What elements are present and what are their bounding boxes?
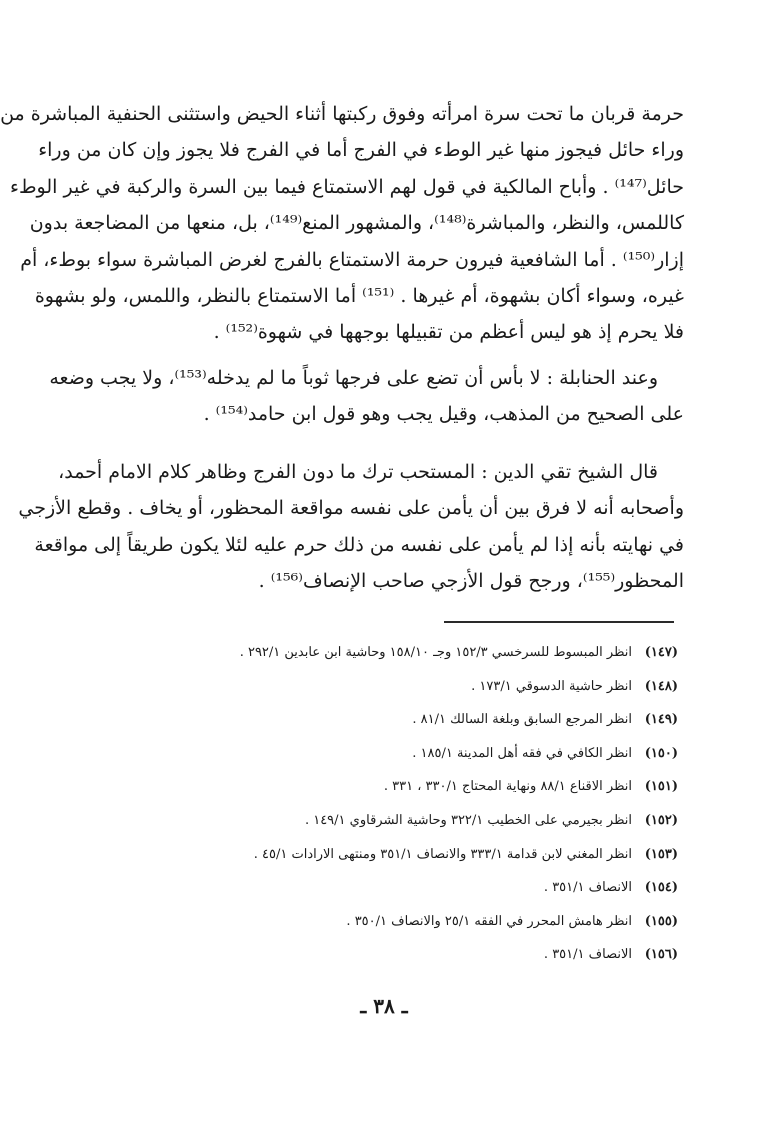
text-line: وعند الحنابلة : لا بأس أن تضع على فرجها ثوباً ما لم يدخله⁽¹⁵³⁾، ولا يجب وضعه [49, 367, 658, 389]
footnote-text: انظر الكافي في فقه أهل المدينة ١٨٥/١ . [412, 745, 632, 761]
footnote-number: (١٥٢) [644, 812, 678, 828]
footnotes-list [118, 636, 678, 972]
footnote-number: (١٥٦) [644, 947, 678, 963]
footnote-151 [118, 770, 678, 804]
paragraph-hanbali-view [49, 360, 684, 433]
text-line: وأصحابه أنه لا فرق بين أن يأمن على نفسه مواقعة المحظور، أو يخاف . وقطع الأزجي [18, 497, 684, 520]
footnote-149 [118, 703, 678, 737]
footnote-number: (١٤٩) [644, 712, 678, 728]
footnote-156 [118, 938, 678, 972]
footnote-number: (١٥١) [644, 779, 678, 795]
text-line: وراء حائل فيجوز منها غير الوطء في الفرج أما في الفرج فلا يجوز وإن كان من وراء [38, 139, 684, 162]
footnote-number: (١٥٣) [644, 846, 678, 862]
text-line: على الصحيح من المذهب، وقيل يجب وهو قول ابن حامد⁽¹⁵⁴⁾ . [203, 403, 684, 426]
text-line: حائل⁽¹⁴⁷⁾ . وأباح المالكية في قول لهم الاستمتاع فيما بين السرة والركبة في غير الوطء [10, 175, 684, 198]
paragraph-taqi-al-din [18, 454, 684, 600]
footnote-number: (١٥٥) [644, 913, 678, 929]
footnote-text: انظر بجيرمي على الخطيب ٣٢٢/١ وحاشية الشرقاوي ١٤٩/١ . [304, 812, 632, 828]
page-number: ـ ٣٨ ـ [360, 994, 408, 1018]
text-line: كاللمس، والنظر، والمباشرة⁽¹⁴⁸⁾، والمشهور المنع⁽¹⁴⁹⁾، بل، منعها من المضاجعة بدون [29, 212, 684, 235]
footnote-text: الانصاف ٣٥١/١ . [543, 947, 632, 963]
footnote-152 [118, 804, 678, 838]
text-line: قال الشيخ تقي الدين : المستحب ترك ما دون الفرج وظاهر كلام الامام أحمد، [58, 461, 658, 483]
footnote-number: (١٥٤) [644, 880, 678, 896]
paragraph-menstruation-rulings [0, 96, 684, 351]
footnote-text: انظر حاشية الدسوقي ١٧٣/١ . [471, 678, 632, 694]
footnote-divider [444, 621, 674, 623]
footnote-text: انظر المرجع السابق وبلغة السالك ٨١/١ . [412, 712, 632, 728]
footnote-153 [118, 838, 678, 872]
footnote-150 [118, 737, 678, 771]
footnote-text: انظر المبسوط للسرخسي ١٥٢/٣ وجـ ١٥٨/١٠ وحاشية ابن عابدين ٢٩٢/١ . [239, 645, 632, 660]
footnote-147 [118, 636, 678, 670]
footnote-text: انظر هامش المحرر في الفقه ٢٥/١ والانصاف ٣٥٠/١ . [346, 913, 632, 929]
footnote-number: (١٤٧) [644, 645, 678, 660]
text-line: حرمة قربان ما تحت سرة امرأته وفوق ركبتها أثناء الحيض واستثنى الحنفية المباشرة من [0, 103, 684, 125]
text-line: غيره، وسواء أكان بشهوة، أم غيرها . ⁽¹⁵¹⁾ أما الاستمتاع بالنظر، واللمس، ولو بشهوة [34, 285, 684, 308]
footnote-number: (١٤٨) [644, 678, 678, 694]
text-line: إزار⁽¹⁵⁰⁾ . أما الشافعية فيرون حرمة الاستمتاع بالفرج لغرض المباشرة سواء بوطء، أم [20, 248, 684, 271]
text-line: فلا يحرم إذ هو ليس أعظم من تقبيلها بوجهها في شهوة⁽¹⁵²⁾ . [213, 321, 684, 344]
text-line: في نهايته بأنه إذا لم يأمن على نفسه من ذلك حرم عليه لئلا يكون طريقاً إلى مواقعة [34, 533, 684, 556]
footnote-148 [118, 670, 678, 704]
text-line: المحظور⁽¹⁵⁵⁾، ورجح قول الأزجي صاحب الإنصاف⁽¹⁵⁶⁾ . [258, 570, 684, 593]
footnote-155 [118, 905, 678, 939]
footnote-text: انظر المغني لابن قدامة ٣٣٣/١ والانصاف ٣٥١/١ ومنتهى الارادات ٤٥/١ . [253, 846, 632, 862]
footnote-text: الانصاف ٣٥١/١ . [543, 880, 632, 896]
footnote-text: انظر الاقناع ٨٨/١ ونهاية المحتاج ٣٣٠/١ ، ٣٣١ . [383, 779, 632, 795]
footnote-number: (١٥٠) [644, 745, 678, 761]
footnote-154 [118, 871, 678, 905]
